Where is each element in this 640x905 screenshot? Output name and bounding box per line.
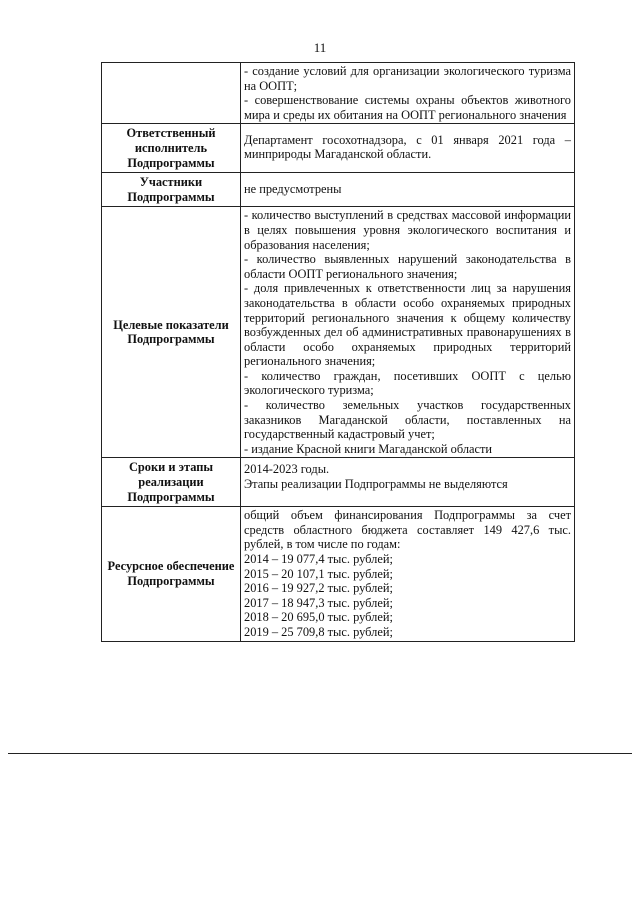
- funding-year-item: 2016 – 19 927,2 тыс. рублей;: [244, 581, 393, 596]
- funding-year-item: 2017 – 18 947,3 тыс. рублей;: [244, 595, 393, 610]
- row-value-target-indicators: [241, 207, 575, 458]
- stages-text: Этапы реализации Подпрограммы не выделяются: [244, 477, 508, 492]
- responsible-executor-text: Департамент госохотнадзора, с 01 января 2021 года – минприроды Магаданской области.: [244, 132, 571, 162]
- task-item: - создание условий для организации экологического туризма на ООПТ;: [244, 64, 571, 93]
- table-row-responsible-executor: [102, 124, 575, 173]
- page-bottom-divider: [8, 753, 632, 754]
- table-row-tasks-continuation: [102, 63, 575, 124]
- row-label-terms-stages: Сроки и этапы реализации Подпрограммы: [102, 458, 241, 507]
- row-label-responsible-executor: Ответственный исполнитель Подпрограммы: [102, 124, 241, 173]
- table-row-terms-stages: [102, 458, 575, 507]
- task-item: - совершенствование системы охраны объектов животного мира и среды их обитания на ООПТ регионального значения: [244, 93, 571, 122]
- funding-year-item: 2019 – 25 709,8 тыс. рублей;: [244, 624, 393, 639]
- row-value-tasks: [241, 63, 575, 124]
- row-label-target-indicators: Целевые показатели Подпрограммы: [102, 207, 241, 458]
- indicator-item: - издание Красной книги Магаданской области: [244, 441, 493, 456]
- page-number: 11: [313, 40, 327, 55]
- indicator-item: - количество выявленных нарушений законодательства в области ООПТ регионального значения;: [244, 252, 571, 281]
- terms-text: 2014-2023 годы.: [244, 462, 330, 477]
- funding-year-item: 2018 – 20 695,0 тыс. рублей;: [244, 610, 393, 625]
- row-value-participants: [241, 173, 575, 207]
- table-row-target-indicators: [102, 207, 575, 458]
- row-label-resource-provision: Ресурсное обеспечение Подпрограммы: [102, 507, 241, 641]
- row-value-responsible-executor: [241, 124, 575, 173]
- row-value-resource-provision: [241, 507, 575, 641]
- table-row-participants: [102, 173, 575, 207]
- indicator-item: - количество граждан, посетивших ООПТ с целью экологического туризма;: [244, 368, 571, 398]
- row-label-participants: Участники Подпрограммы: [102, 173, 241, 207]
- indicator-item: - количество выступлений в средствах массовой информации в целях повышения уровня экологического воспитания и образования населения;: [244, 208, 571, 252]
- indicator-item: - количество земельных участков государственных заказников Магаданской области, поставленных на государственный кадастровый учет;: [244, 398, 571, 442]
- funding-total-text: общий объем финансирования Подпрограммы за счет средств областного бюджета составляет 149 427,6 тыс. рублей, в том числе по годам:: [244, 508, 571, 552]
- indicator-item: - доля привлеченных к ответственности лиц за нарушения законодательства в области особо охраняемых природных территорий регионального значения к общему количеству возбужденных дел об административных правонарушениях в области особо охраняемых природных территорий регионального значения;: [244, 281, 571, 369]
- funding-year-item: 2014 – 19 077,4 тыс. рублей;: [244, 552, 393, 566]
- program-passport-table: [101, 62, 575, 642]
- row-value-terms-stages: [241, 458, 575, 507]
- row-label-empty: [102, 63, 241, 124]
- funding-year-item: 2015 – 20 107,1 тыс. рублей;: [244, 566, 393, 581]
- participants-text: не предусмотрены: [244, 182, 342, 197]
- table-row-resource-provision: [102, 507, 575, 641]
